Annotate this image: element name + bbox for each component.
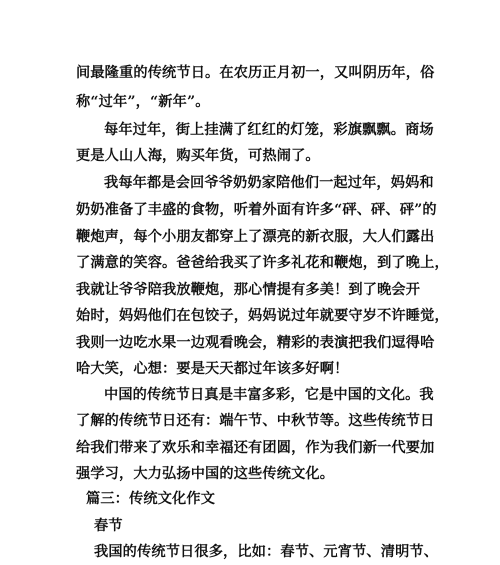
section-heading: 篇三：传统文化作文 bbox=[86, 491, 216, 507]
text-line: 奶奶准备了丰盛的食物，听着外面有许多“砰、砰、砰”的 bbox=[76, 202, 437, 218]
text-line: 我则一边吃水果一边观看晚会，精彩的表演把我们逗得哈 bbox=[76, 335, 435, 351]
text-line: 了满意的笑容。爸爸给我买了许多礼花和鞭炮，到了晚上， bbox=[76, 255, 449, 271]
text-line: 更是人山人海，购买年货，可热闹了。 bbox=[76, 148, 320, 164]
subheading: 春节 bbox=[94, 518, 123, 534]
paragraph-start-line: 我每年都是会回爷爷奶奶家陪他们一起过年，妈妈和 bbox=[104, 175, 434, 191]
text-line: 了解的传统节日还有：端午节、中秋节等。这些传统节日 bbox=[76, 413, 435, 429]
text-line: 间最隆重的传统节日。在农历正月初一，又叫阴历年，俗 bbox=[76, 65, 435, 81]
text-line: 哈大笑，心想：要是天天都过年该多好啊！ bbox=[76, 361, 349, 377]
text-line: 始时，妈妈他们在包饺子，妈妈说过年就要守岁不许睡觉， bbox=[76, 308, 449, 324]
text-line: 强学习，大力弘扬中国的这些传统文化。 bbox=[76, 466, 335, 482]
text-line: 我国的传统节日很多，比如：春节、元宵节、清明节、 bbox=[94, 544, 439, 560]
text-line: 我就让爷爷陪我放鞭炮，那心情提有多美！到了晚会开 bbox=[76, 282, 421, 298]
paragraph-start-line: 每年过年，街上挂满了红红的灯笼，彩旗飘飘。商场 bbox=[104, 122, 434, 138]
paragraph-start-line: 中国的传统节日真是丰富多彩，它是中国的文化。我 bbox=[104, 387, 434, 403]
text-line: 称“过年”，“新年”。 bbox=[76, 94, 210, 110]
text-line: 鞭炮声，每个小朋友都穿上了漂亮的新衣服，大人们露出 bbox=[76, 229, 435, 245]
text-line: 给我们带来了欢乐和幸福还有团圆，作为我们新一代要加 bbox=[76, 440, 435, 456]
